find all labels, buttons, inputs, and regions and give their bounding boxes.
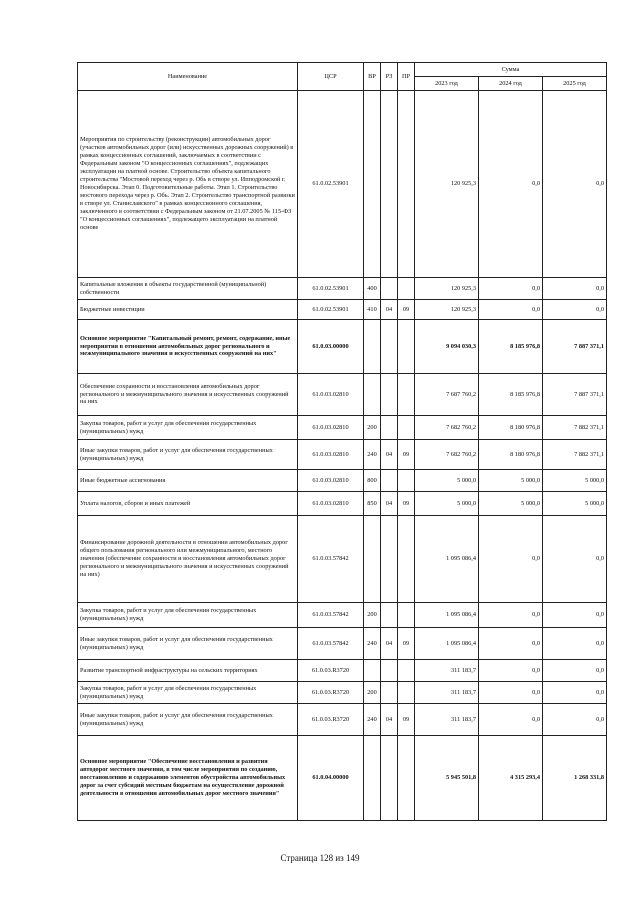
- row-sum-2025: 7 882 371,1: [543, 440, 607, 470]
- row-name: Закупка товаров, работ и услуг для обеспечения государственных (муниципальных) нужд: [78, 682, 298, 704]
- table-row: [78, 440, 607, 470]
- row-sum-2023: 7 682 760,2: [415, 440, 479, 470]
- row-sum-2024: 8 180 976,8: [479, 416, 543, 440]
- row-rz: [381, 91, 398, 278]
- row-name: Иные закупки товаров, работ и услуг для обеспечения государственных (муниципальных) нужд: [78, 628, 298, 660]
- table-row: [78, 416, 607, 440]
- row-pr: 09: [398, 300, 415, 320]
- row-sum-2023: 120 925,3: [415, 300, 479, 320]
- row-rz: [381, 603, 398, 628]
- row-sum-2024: 0,0: [479, 704, 543, 736]
- table-row: [78, 603, 607, 628]
- header-sum: Сумма: [415, 63, 607, 77]
- row-sum-2023: 7 682 760,2: [415, 416, 479, 440]
- row-sum-2023: 120 925,3: [415, 278, 479, 300]
- row-rz: [381, 736, 398, 821]
- row-name: Иные бюджетные ассигнования: [78, 470, 298, 492]
- row-csr: 61.0.03.R3720: [298, 704, 364, 736]
- row-pr: 09: [398, 704, 415, 736]
- row-sum-2024: 0,0: [479, 278, 543, 300]
- row-sum-2025: 1 268 331,8: [543, 736, 607, 821]
- row-pr: [398, 736, 415, 821]
- row-sum-2025: 7 887 371,1: [543, 320, 607, 374]
- row-vr: 410: [364, 300, 381, 320]
- row-sum-2023: 9 094 030,3: [415, 320, 479, 374]
- table-row: [78, 300, 607, 320]
- row-vr: 850: [364, 492, 381, 516]
- row-sum-2024: 0,0: [479, 628, 543, 660]
- row-csr: 61.0.03.57842: [298, 603, 364, 628]
- row-sum-2025: 5 000,0: [543, 470, 607, 492]
- header-year-2023: 2023 год: [415, 77, 479, 91]
- row-sum-2023: 1 095 086,4: [415, 603, 479, 628]
- row-name: Финансирование дорожной деятельности в отношении автомобильных дорог общего пользования регионального или межмуниципального, местного значения (обеспечение сохранности и восстановления автомобильных дорог регионального и межмуниципального значения и искусственных сооружений на них): [78, 516, 298, 603]
- row-pr: 09: [398, 628, 415, 660]
- row-sum-2025: 0,0: [543, 628, 607, 660]
- row-pr: [398, 660, 415, 682]
- page-number: Страница 128 из 149: [280, 853, 360, 863]
- row-rz: [381, 374, 398, 416]
- row-sum-2023: 120 925,3: [415, 91, 479, 278]
- row-vr: 400: [364, 278, 381, 300]
- row-name: Уплата налогов, сборов и иных платежей: [78, 492, 298, 516]
- row-vr: 200: [364, 416, 381, 440]
- row-sum-2023: 7 687 760,2: [415, 374, 479, 416]
- table-row: [78, 320, 607, 374]
- row-csr: 61.0.02.53901: [298, 91, 364, 278]
- row-rz: 04: [381, 300, 398, 320]
- table-row: [78, 374, 607, 416]
- row-pr: [398, 516, 415, 603]
- row-sum-2023: 311 183,7: [415, 704, 479, 736]
- row-sum-2025: 0,0: [543, 516, 607, 603]
- row-vr: 200: [364, 603, 381, 628]
- row-name: Закупка товаров, работ и услуг для обеспечения государственных (муниципальных) нужд: [78, 603, 298, 628]
- row-rz: 04: [381, 628, 398, 660]
- row-vr: 200: [364, 682, 381, 704]
- row-csr: 61.0.03.02810: [298, 440, 364, 470]
- row-sum-2023: 5 945 501,8: [415, 736, 479, 821]
- header-year-2024: 2024 год: [479, 77, 543, 91]
- table-row: [78, 91, 607, 278]
- row-name: Развитие транспортной инфраструктуры на сельских территориях: [78, 660, 298, 682]
- row-vr: [364, 320, 381, 374]
- row-rz: 04: [381, 492, 398, 516]
- row-sum-2025: 7 882 371,1: [543, 416, 607, 440]
- table-row: [78, 470, 607, 492]
- table-row: [78, 628, 607, 660]
- table-row: [78, 704, 607, 736]
- table-row: [78, 516, 607, 603]
- row-pr: [398, 91, 415, 278]
- row-sum-2024: 5 000,0: [479, 470, 543, 492]
- row-pr: 09: [398, 440, 415, 470]
- row-sum-2024: 0,0: [479, 603, 543, 628]
- row-sum-2023: 1 095 086,4: [415, 516, 479, 603]
- row-rz: 04: [381, 440, 398, 470]
- row-sum-2023: 5 000,0: [415, 492, 479, 516]
- row-sum-2023: 5 000,0: [415, 470, 479, 492]
- row-sum-2023: 1 095 086,4: [415, 628, 479, 660]
- table-row: [78, 278, 607, 300]
- header-rz: РЗ: [381, 63, 398, 91]
- row-sum-2024: 0,0: [479, 516, 543, 603]
- row-csr: 61.0.03.00000: [298, 320, 364, 374]
- row-csr: 61.0.03.02810: [298, 470, 364, 492]
- budget-table: [77, 62, 607, 821]
- row-sum-2025: 7 887 371,1: [543, 374, 607, 416]
- row-sum-2024: 0,0: [479, 660, 543, 682]
- row-rz: [381, 516, 398, 603]
- row-rz: [381, 278, 398, 300]
- row-pr: [398, 682, 415, 704]
- row-pr: [398, 416, 415, 440]
- row-sum-2024: 8 185 976,8: [479, 374, 543, 416]
- header-pr: ПР: [398, 63, 415, 91]
- header-vr: ВР: [364, 63, 381, 91]
- row-pr: [398, 320, 415, 374]
- table-row: [78, 660, 607, 682]
- row-name: Иные закупки товаров, работ и услуг для обеспечения государственных (муниципальных) нужд: [78, 704, 298, 736]
- row-sum-2025: 0,0: [543, 660, 607, 682]
- row-csr: 61.0.03.57842: [298, 516, 364, 603]
- row-sum-2025: 0,0: [543, 603, 607, 628]
- row-name: Иные закупки товаров, работ и услуг для обеспечения государственных (муниципальных) нужд: [78, 440, 298, 470]
- row-csr: 61.0.03.R3720: [298, 660, 364, 682]
- row-sum-2023: 311 183,7: [415, 682, 479, 704]
- table-row: [78, 682, 607, 704]
- table-row: [78, 736, 607, 821]
- row-sum-2024: 0,0: [479, 682, 543, 704]
- row-name: Мероприятия по строительству (реконструкции) автомобильных дорог (участков автомобильных дорог (или) искусственных дорожных сооружений) в рамках концессионных соглашений, заключаемых в соответствии с Федеральным законом "О концессионных соглашениях", подлежащих эксплуатации на платной основе. Строительство объекта капитального строительства "Мостовой переход через р. Обь в створе ул. Ипподромской г. Новосибирска. Этап 0. Подготовительные работы. Этап 1. Строительство мостового перехода через р. Обь. Этап 2. Строительство транспортной развязки в створе ул. Станиславского" в рамках концессионного соглашения, заключенного в соответствии с Федеральным законом от 21.07.2005 № 115-ФЗ "О концессионных соглашениях", подлежащего эксплуатации на платной основе: [78, 91, 298, 278]
- row-vr: 800: [364, 470, 381, 492]
- row-sum-2024: 4 315 293,4: [479, 736, 543, 821]
- row-name: Основное мероприятие "Обеспечение восстановления и развития автодорог местного значения, в том числе мероприятия по созданию, восстановлению и содержанию элементов обустройства автомобильных дорог за счет субсидий местным бюджетам на осуществление дорожной деятельности в отношении автомобильных дорог местного значения": [78, 736, 298, 821]
- row-rz: [381, 320, 398, 374]
- row-vr: [364, 374, 381, 416]
- row-csr: 61.0.04.00000: [298, 736, 364, 821]
- row-sum-2025: 0,0: [543, 682, 607, 704]
- row-sum-2025: 5 000,0: [543, 492, 607, 516]
- row-sum-2025: 0,0: [543, 278, 607, 300]
- row-name: Капитальные вложения в объекты государственной (муниципальной) собственности: [78, 278, 298, 300]
- row-rz: [381, 416, 398, 440]
- row-sum-2024: 8 185 976,8: [479, 320, 543, 374]
- row-name: Бюджетные инвестиции: [78, 300, 298, 320]
- row-vr: [364, 736, 381, 821]
- row-sum-2024: 0,0: [479, 300, 543, 320]
- row-csr: 61.0.03.02810: [298, 492, 364, 516]
- row-pr: [398, 374, 415, 416]
- row-sum-2025: 0,0: [543, 300, 607, 320]
- row-vr: 240: [364, 628, 381, 660]
- row-csr: 61.0.03.R3720: [298, 682, 364, 704]
- row-csr: 61.0.03.57842: [298, 628, 364, 660]
- row-sum-2025: 0,0: [543, 91, 607, 278]
- row-vr: 240: [364, 704, 381, 736]
- row-csr: 61.0.02.53901: [298, 278, 364, 300]
- row-pr: [398, 603, 415, 628]
- row-rz: [381, 682, 398, 704]
- header-csr: ЦСР: [298, 63, 364, 91]
- row-rz: [381, 470, 398, 492]
- header-year-2025: 2025 год: [543, 77, 607, 91]
- row-sum-2024: 5 000,0: [479, 492, 543, 516]
- header-name: Наименование: [78, 63, 298, 91]
- row-csr: 61.0.02.53901: [298, 300, 364, 320]
- row-csr: 61.0.03.02810: [298, 416, 364, 440]
- row-vr: [364, 91, 381, 278]
- row-sum-2025: 0,0: [543, 704, 607, 736]
- row-rz: 04: [381, 704, 398, 736]
- row-pr: [398, 278, 415, 300]
- row-pr: 09: [398, 492, 415, 516]
- row-name: Обеспечение сохранности и восстановления автомобильных дорог регионального и межмуниципального значения и искусственных сооружений на них: [78, 374, 298, 416]
- row-rz: [381, 660, 398, 682]
- row-sum-2023: 311 183,7: [415, 660, 479, 682]
- row-pr: [398, 470, 415, 492]
- row-name: Основное мероприятие "Капитальный ремонт, ремонт, содержание, иные мероприятия в отношении автомобильных дорог регионального и межмуниципального значения и искусственных сооружений на них": [78, 320, 298, 374]
- table-row: [78, 492, 607, 516]
- row-vr: [364, 516, 381, 603]
- row-csr: 61.0.03.02810: [298, 374, 364, 416]
- row-sum-2024: 0,0: [479, 91, 543, 278]
- row-name: Закупка товаров, работ и услуг для обеспечения государственных (муниципальных) нужд: [78, 416, 298, 440]
- row-vr: 240: [364, 440, 381, 470]
- row-sum-2024: 8 180 976,8: [479, 440, 543, 470]
- row-vr: [364, 660, 381, 682]
